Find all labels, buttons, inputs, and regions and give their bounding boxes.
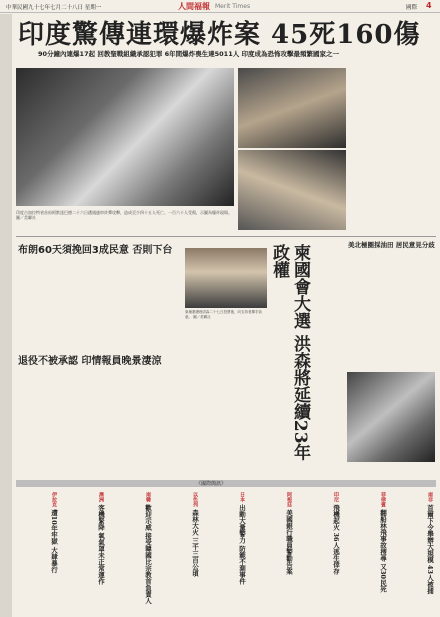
- brief-item-title: 南非 首爾下令舉辦大規模 43人被捕: [426, 492, 434, 594]
- brief-item: [390, 490, 436, 612]
- brief-item-body: [343, 492, 371, 610]
- brief-item-title: 澳洲 客機緊降 氧氣罩未正常運作: [97, 492, 105, 585]
- brief-item: [61, 490, 107, 612]
- brief-item-title: 日本 出動大量警力 防範不測事件: [238, 492, 246, 585]
- brief-item: [155, 490, 201, 612]
- main-subheadline: 90分鐘內連爆17起 回教聖戰組織承認犯罪 6年間爆炸喪生達5011人 印度成為恐怖攻擊最頻繁國家之一: [38, 50, 339, 58]
- hun-sen-caption-text: 柬埔寨總理洪森二十七日投票後，向支持者揮手致意。: [185, 310, 262, 319]
- newspaper-logo-en: Merit Times: [215, 3, 251, 10]
- hun-sen-photo-caption: [185, 310, 267, 319]
- indian-agents-headline: 退役不被承認 印情報員晚景淒涼: [18, 356, 162, 367]
- brief-item: [296, 490, 342, 612]
- main-headline: 印度驚傳連環爆炸案 45死160傷: [18, 20, 421, 50]
- brief-item: [108, 490, 154, 612]
- brief-item-body: [16, 492, 44, 610]
- brief-item-title: 印尼 飛機起火 36人逃生倖存: [332, 492, 340, 575]
- brief-item-title: 伊拉克 遭10年牢獄 大肆暴行: [50, 492, 58, 573]
- issue-date: 中華民國九十七年七月二十八日 星期一: [6, 5, 102, 11]
- victims-photo: [238, 68, 346, 148]
- page-number: 4: [426, 1, 432, 10]
- section-name: 國際: [406, 5, 418, 11]
- brief-item-body: [108, 492, 136, 610]
- brief-item-title: 南韓 歡迎示威 接受韓國比宗教首負責人: [144, 492, 152, 605]
- brief-item-body: [202, 492, 230, 610]
- arctic-oil-story-body: [348, 254, 436, 364]
- brown-story-body: [18, 256, 178, 346]
- hun-sen-photo-credit: 圖／美聯社: [193, 314, 211, 319]
- arctic-oil-headline: 美北極圈採油田 居民意見分歧: [348, 241, 435, 249]
- cambodia-story-body: [185, 324, 265, 474]
- brief-item-body: [249, 492, 277, 610]
- lead-photo-caption-text: 印度古加拉特省首府阿默達巴德二十六日遭遇連串炸彈攻擊，造成至少四十五人死亡、一百六十人受傷，示圖為爆炸現場。: [16, 210, 232, 215]
- cambodia-vertical-headline: 柬國會大選 洪森將延續23年政權: [269, 244, 310, 461]
- welfare-photo: [347, 372, 435, 462]
- brief-item-title: 阿根廷 美國銀行職員警勸告案: [285, 492, 293, 575]
- brief-item-title: 菲律賓 翻船林飛事故搜尋 又30民死: [379, 492, 387, 593]
- left-margin-strip: [0, 14, 12, 617]
- brief-news-tag: 《國際簡訊》: [196, 481, 227, 487]
- brief-item: [202, 490, 248, 612]
- brief-item: [249, 490, 295, 612]
- brief-item-body: [61, 492, 89, 610]
- brief-item-body: [390, 492, 418, 610]
- brief-item: [16, 490, 60, 612]
- masthead: [0, 0, 440, 13]
- newspaper-logo: 人間福報: [178, 2, 210, 11]
- brown-headline: 布朗60天須挽回3成民意 否則下台: [18, 245, 173, 256]
- divider-line: [16, 236, 436, 237]
- brief-item-body: [296, 492, 324, 610]
- lead-photo-caption: [16, 210, 234, 220]
- lead-story-body: [350, 68, 436, 233]
- bomb-scene-photo: [16, 68, 234, 206]
- brief-item-title: 以色列 森林大火 三千三百公頃: [191, 492, 199, 577]
- hun-sen-photo: [185, 248, 267, 308]
- indian-agents-story-body: [18, 368, 178, 474]
- brief-item: [343, 490, 389, 612]
- lead-photo-credit: 圖／美聯社: [16, 215, 36, 220]
- brief-item-body: [155, 492, 183, 610]
- hospital-photo: [238, 150, 346, 230]
